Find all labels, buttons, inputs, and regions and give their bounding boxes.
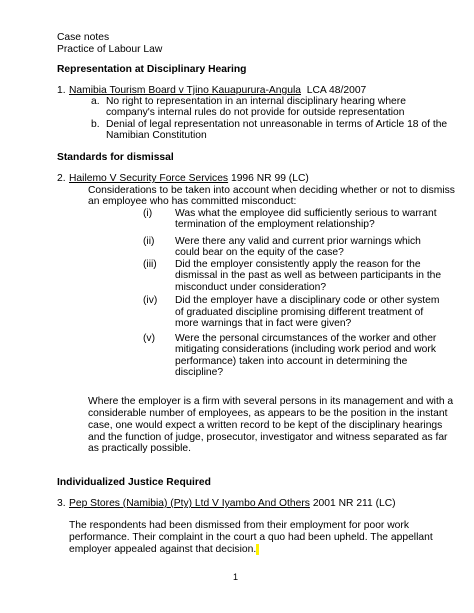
case-number-3: 3. [57,498,66,509]
point-a-line-2: company's internal rules do not provide for outside representation [106,107,405,118]
consideration-iii-line-3: misconduct under consideration? [175,282,327,293]
doc-title-line-2: Practice of Labour Law [57,44,163,55]
consideration-v-line-1: Were the personal circumstances of the worker and other [175,333,437,344]
case-citation-line-2 [69,173,309,185]
consideration-iv-line-1: Did the employer have a disciplinary code or other system [175,295,440,306]
consideration-ii-line-1: Were there any valid and current prior warnings which [175,236,421,247]
paragraph-line-4: and the function of judge, prosecutor, investigator and witness separated as far [88,432,448,443]
doc-title-line-1: Case notes [57,32,110,43]
section3-paragraph-line-3-text: employer appealed against that decision. [69,544,257,555]
consideration-iii-line-1: Did the employer consistently apply the reason for the [175,259,421,270]
consideration-i-line-1: Was what the employee did sufficiently serious to warrant [175,208,437,219]
consideration-i-line-2: termination of the employment relationship? [175,219,375,230]
section-heading-individualized-justice: Individualized Justice Required [57,477,211,488]
case-ref-1: LCA 48/2007 [306,85,367,96]
case-number-1: 1. [57,85,66,96]
consideration-marker-iii: (iii) [143,259,157,270]
paragraph-line-5: as practically possible. [88,443,192,454]
paragraph-line-1: Where the employer is a firm with several persons in its management and with a [88,396,454,407]
consideration-marker-i: (i) [143,208,153,219]
paragraph-line-2: considerable number of employees, as appears to be the position in the instant [88,408,448,419]
consideration-v-line-3: performance) taken into account in determining the [175,356,408,367]
consideration-marker-v: (v) [143,333,156,344]
case-ref-2: 1996 NR 99 (LC) [230,173,309,184]
intro-line-2: an employee who has committed misconduct: [88,196,297,207]
point-a-line-1: No right to representation in an internal disciplinary hearing where [106,96,406,107]
consideration-ii-line-2: could bear on the equity of the case? [175,247,344,258]
case-citation-line-3 [69,498,396,510]
section3-paragraph-line-3 [69,544,259,556]
paragraph-line-3: case, one would expect a written record to be kept of the disciplinary hearings [88,420,443,431]
section3-paragraph-line-2: performance. Their complaint in the court a quo had been upheld. The appellant [69,532,433,543]
consideration-v-line-2: mitigating considerations (including work period and work [175,344,436,355]
section3-paragraph-line-1: The respondents had been dismissed from their employment for poor work [69,520,409,531]
consideration-marker-ii: (ii) [143,236,155,247]
section-heading-standards: Standards for dismissal [57,152,174,163]
case-name-3: Pep Stores (Namibia) (Pty) Ltd V Iyambo And Others [69,498,310,509]
point-marker-b: b. [91,119,100,130]
case-number-2: 2. [57,173,66,184]
consideration-iv-line-3: more warnings that in fact were given? [175,318,352,329]
highlight-marker [256,544,259,555]
case-name-1: Namibia Tourism Board v Tjino Kauapurura-Angula [69,85,301,96]
consideration-marker-iv: (iv) [143,295,158,306]
page-number: 1 [233,572,239,582]
point-b-line-1: Denial of legal representation not unreasonable in terms of Article 18 of the [106,119,448,130]
consideration-iv-line-2: of graduated discipline promising different treatment of [175,307,424,318]
consideration-iii-line-2: dismissal in the past as well as between participants in the [175,270,442,281]
consideration-v-line-4: discipline? [175,367,224,378]
section-heading-representation: Representation at Disciplinary Hearing [57,64,247,75]
point-b-line-2: Namibian Constitution [106,130,207,141]
point-marker-a: a. [91,96,100,107]
case-name-2: Hailemo V Security Force Services [69,173,229,184]
intro-line-1: Considerations to be taken into account when deciding whether or not to dismiss [88,185,455,196]
case-ref-3: 2001 NR 211 (LC) [312,498,396,509]
